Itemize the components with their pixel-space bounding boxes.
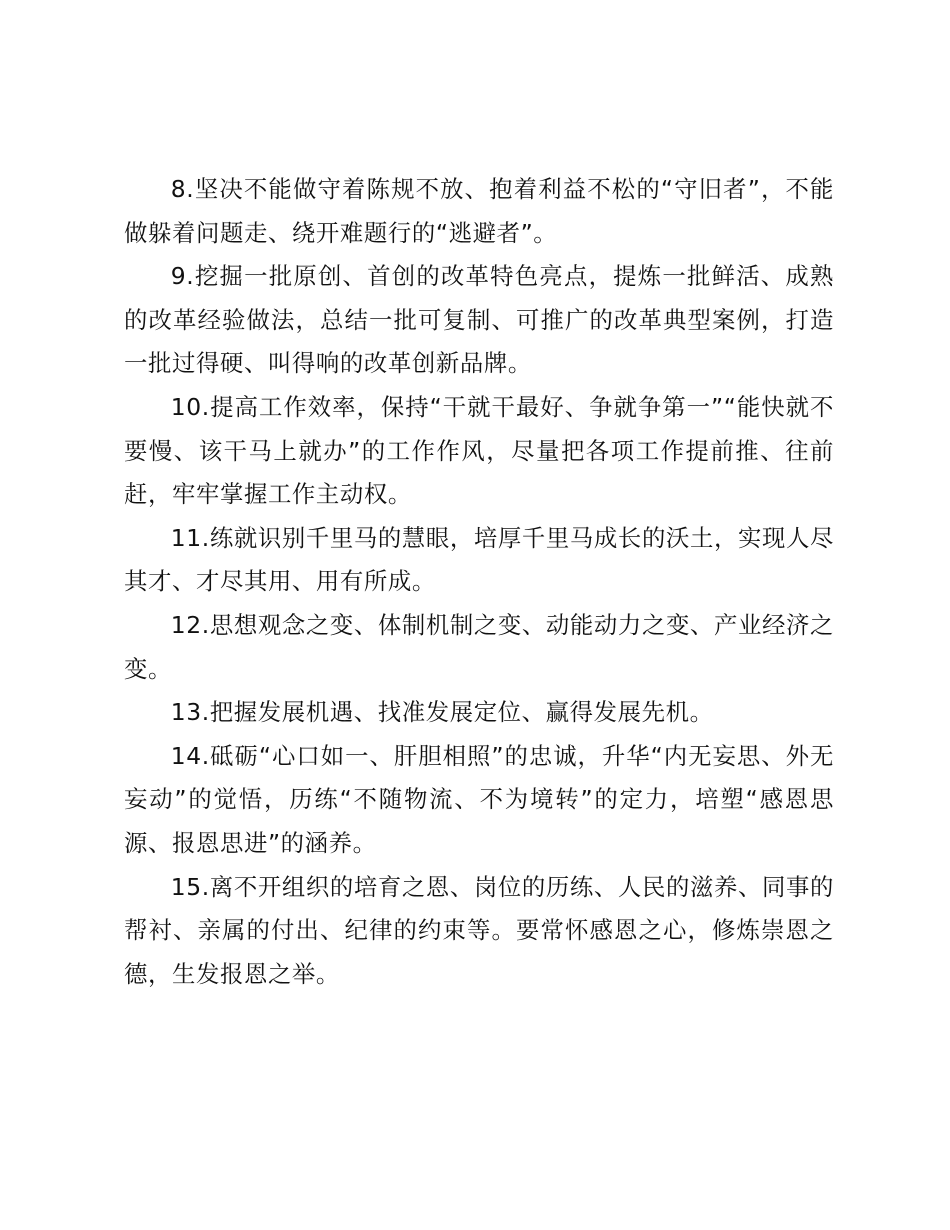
paragraph-8: 8.坚决不能做守着陈规不放、抱着利益不松的“守旧者”，不能做躲着问题走、绕开难题行的“逃避者”。 (124, 175, 834, 247)
document-body (124, 168, 834, 996)
paragraph-15: 15.离不开组织的培育之恩、岗位的历练、人民的滋养、同事的帮衬、亲属的付出、纪律的约束等。要常怀感恩之心，修炼崇恩之德，生发报恩之举。 (124, 872, 834, 988)
paragraph-9: 9.挖掘一批原创、首创的改革特色亮点，提炼一批鲜活、成熟的改革经验做法，总结一批可复制、可推广的改革典型案例，打造一批过得硬、叫得响的改革创新品牌。 (124, 262, 834, 378)
paragraph-13: 13.把握发展机遇、找准发展定位、赢得发展先机。 (170, 698, 714, 727)
paragraph-14: 14.砥砺“心口如一、肝胆相照”的忠诚，升华“内无妄思、外无妄动”的觉悟，历练“不随物流、不为境转”的定力，培塑“感恩思源、报恩思进”的涵养。 (124, 741, 834, 857)
paragraph-10: 10.提高工作效率，保持“干就干最好、争就争第一”“能快就不要慢、该干马上就办”的工作作风，尽量把各项工作提前推、往前赶，牢牢掌握工作主动权。 (124, 392, 834, 509)
paragraph-11: 11.练就识别千里马的慧眼，培厚千里马成长的沃土，实现人尽其才、才尽其用、用有所成。 (124, 523, 834, 596)
paragraph-12: 12.思想观念之变、体制机制之变、动能动力之变、产业经济之变。 (124, 610, 834, 683)
